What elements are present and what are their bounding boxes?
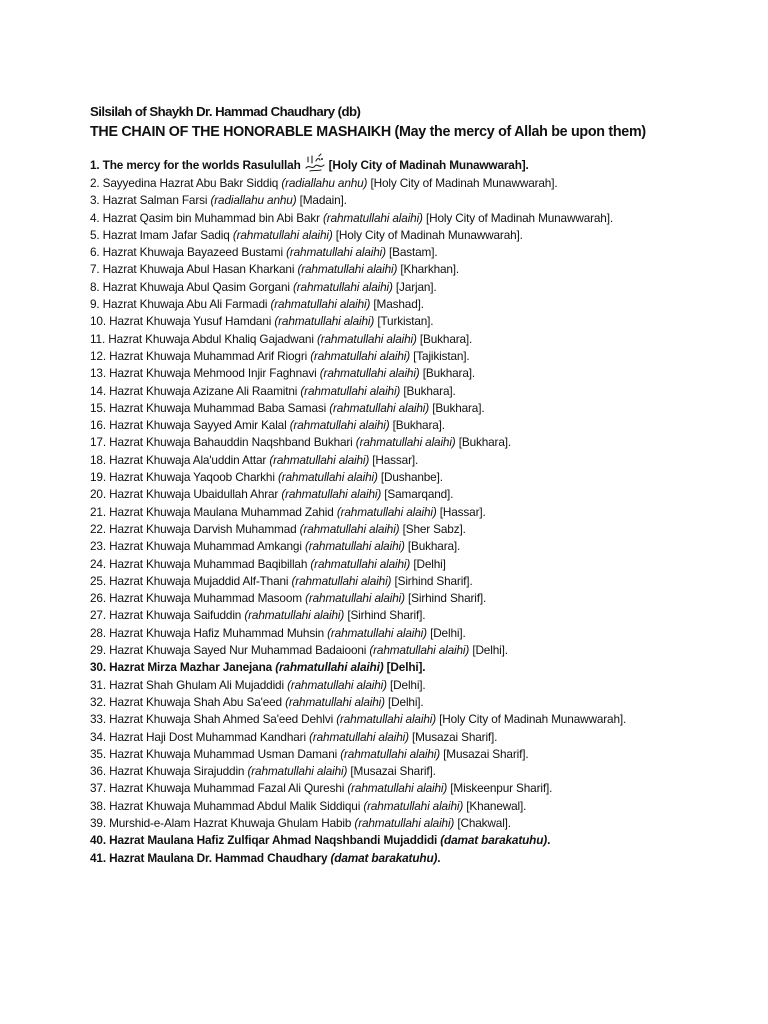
entry-honorific: (rahmatullahi alaihi)	[336, 504, 437, 519]
entry-name: 25. Hazrat Khuwaja Mujaddid Alf-Thani	[90, 573, 289, 588]
entry-place: [Samarqand].	[384, 487, 454, 502]
entry-name: 22. Hazrat Khuwaja Darvish Muhammad	[90, 521, 297, 536]
list-item	[90, 642, 750, 659]
entry-place: [Madain].	[299, 193, 347, 208]
entry-name: 5. Hazrat Imam Jafar Sadiq	[90, 227, 230, 242]
entry-honorific: (rahmatullahi alaihi)	[304, 539, 405, 554]
entry-name: 17. Hazrat Khuwaja Bahauddin Naqshband Bukhari	[90, 435, 353, 450]
entry-honorific: (rahmatullahi alaihi)	[323, 210, 423, 225]
entry-name: 4. Hazrat Qasim bin Muhammad bin Abi Bakr	[90, 210, 320, 225]
entry-honorific: (rahmatullahi alaihi)	[287, 677, 387, 692]
entry-name: 18. Hazrat Khuwaja Ala'uddin Attar	[90, 452, 267, 467]
list-item	[90, 452, 750, 469]
entry-name: 32. Hazrat Khuwaja Shah Abu Sa'eed	[90, 694, 282, 709]
entry-place: [Bukhara].	[403, 383, 456, 398]
entry-honorific: (rahmatullahi alaihi)	[292, 279, 393, 294]
list-item	[90, 469, 750, 486]
entry-name: 6. Hazrat Khuwaja Bayazeed Bustami	[90, 245, 283, 260]
entry-place: [Delhi]	[413, 556, 446, 571]
entry-name: 21. Hazrat Khuwaja Maulana Muhammad Zahid	[90, 504, 334, 519]
list-item	[90, 746, 750, 763]
entry-place: [Holy City of Madinah Munawwarah].	[328, 158, 529, 172]
entry-name: 20. Hazrat Khuwaja Ubaidullah Ahrar	[90, 487, 279, 502]
list-item	[90, 417, 750, 434]
entry-name: 33. Hazrat Khuwaja Shah Ahmed Sa'eed Dehlvi	[90, 712, 334, 727]
entry-name: 1. The mercy for the worlds Rasulullah	[90, 158, 301, 172]
document-title: Silsilah of Shaykh Dr. Hammad Chaudhary (db)	[90, 104, 361, 119]
entry-name: 34. Hazrat Haji Dost Muhammad Kandhari	[90, 729, 306, 744]
list-item	[90, 153, 750, 175]
list-item	[90, 383, 750, 400]
entry-place: [Bastam].	[389, 245, 438, 260]
entry-honorific: (rahmatullahi alaihi)	[319, 366, 420, 381]
entry-honorific: (rahmatullahi alaihi)	[269, 452, 370, 467]
list-item	[90, 780, 750, 797]
entry-honorific: (damat barakatuhu)	[440, 833, 548, 848]
entry-name: 27. Hazrat Khuwaja Saifuddin	[90, 608, 242, 623]
entry-place: [Bukhara].	[432, 400, 485, 415]
entry-place: [Kharkhan].	[400, 262, 460, 277]
list-item	[90, 625, 750, 642]
entry-name: 23. Hazrat Khuwaja Muhammad Amkangi	[90, 539, 302, 554]
entry-place: [Delhi].	[388, 694, 424, 709]
entry-honorific: (rahmatullahi alaihi)	[300, 383, 401, 398]
entry-name: 11. Hazrat Khuwaja Abdul Khaliq Gajadwani	[90, 331, 314, 346]
entry-honorific: (damat barakatuhu)	[330, 850, 438, 865]
entry-name: 26. Hazrat Khuwaja Muhammad Masoom	[90, 591, 302, 606]
entry-honorific: (rahmatullahi alaihi)	[289, 418, 390, 433]
entry-place: .	[547, 833, 551, 848]
list-item	[90, 590, 750, 607]
entry-name: 39. Murshid-e-Alam Hazrat Khuwaja Ghulam Habib	[90, 815, 352, 830]
list-item	[90, 175, 750, 192]
entry-name: 28. Hazrat Khuwaja Hafiz Muhammad Muhsin	[90, 625, 324, 640]
entry-name: 36. Hazrat Khuwaja Sirajuddin	[90, 764, 245, 779]
entry-place: [Sirhind Sharif].	[347, 608, 426, 623]
entry-place: [Hassar].	[372, 452, 419, 467]
entry-name: 12. Hazrat Khuwaja Muhammad Arif Riogri	[90, 348, 308, 363]
entry-place: [Bukhara].	[419, 331, 473, 346]
entry-name: 31. Hazrat Shah Ghulam Ali Mujaddidi	[90, 677, 284, 692]
list-item	[90, 798, 750, 815]
entry-honorific: (rahmatullahi alaihi)	[281, 487, 382, 502]
entry-place: [Holy City of Madinah Munawwarah].	[439, 712, 627, 727]
entry-place: [Delhi].	[472, 643, 508, 658]
entry-name: 24. Hazrat Khuwaja Muhammad Baqibillah	[90, 556, 308, 571]
entry-honorific: (rahmatullahi alaihi)	[286, 245, 386, 260]
list-item	[90, 556, 750, 573]
list-item	[90, 832, 750, 849]
entry-name: 15. Hazrat Khuwaja Muhammad Baba Samasi	[90, 400, 327, 415]
entry-name: 2. Sayyedina Hazrat Abu Bakr Siddiq	[90, 176, 279, 190]
entry-honorific: (rahmatullahi alaihi)	[244, 608, 345, 623]
entry-place: [Bukhara].	[392, 418, 445, 433]
entry-honorific: (rahmatullahi alaihi)	[277, 470, 378, 485]
list-item	[90, 607, 750, 624]
list-item	[90, 763, 750, 780]
entry-name: 8. Hazrat Khuwaja Abul Qasim Gorgani	[90, 279, 290, 294]
entry-honorific: (rahmatullahi alaihi)	[309, 729, 409, 744]
entry-place: [Dushanbe].	[380, 470, 443, 485]
entry-place: [Mashad].	[373, 297, 424, 312]
entry-honorific: (rahmatullahi alaihi)	[305, 591, 405, 606]
entry-honorific: (rahmatullahi alaihi)	[369, 643, 470, 658]
entry-honorific: (rahmatullahi alaihi)	[327, 625, 427, 640]
entry-honorific: (rahmatullahi alaihi)	[347, 781, 448, 796]
list-item	[90, 313, 750, 330]
list-item	[90, 521, 750, 538]
entry-name: 16. Hazrat Khuwaja Sayyed Amir Kalal	[90, 418, 287, 433]
list-item	[90, 296, 750, 313]
silsilah-list	[90, 153, 750, 867]
entry-honorific: (rahmatullahi alaihi)	[340, 746, 441, 761]
entry-honorific: (rahmatullahi alaihi)	[316, 331, 417, 346]
entry-name: 3. Hazrat Salman Farsi	[90, 193, 208, 208]
entry-honorific: (rahmatullahi alaihi)	[355, 435, 456, 450]
entry-name: 7. Hazrat Khuwaja Abul Hasan Kharkani	[90, 262, 295, 277]
entry-name: 30. Hazrat Mirza Mazhar Janejana	[90, 660, 273, 675]
entry-honorific: (rahmatullahi alaihi)	[297, 262, 398, 277]
entry-honorific: (rahmatullahi alaihi)	[363, 798, 464, 813]
entry-place: [Delhi].	[390, 677, 426, 692]
list-item	[90, 279, 750, 296]
entry-name: 14. Hazrat Khuwaja Azizane Ali Raamitni	[90, 383, 298, 398]
list-item	[90, 365, 750, 382]
list-item	[90, 434, 750, 451]
entry-name: 38. Hazrat Khuwaja Muhammad Abdul Malik Siddiqui	[90, 798, 361, 813]
document-subtitle: THE CHAIN OF THE HONORABLE MASHAIKH (May the mercy of Allah be upon them)	[90, 124, 646, 140]
entry-honorific: (rahmatullahi alaihi)	[275, 660, 384, 675]
entry-place: [Bukhara].	[422, 366, 475, 381]
entry-place: [Tajikistan].	[413, 348, 470, 363]
entry-name: 40. Hazrat Maulana Hafiz Zulfiqar Ahmad Naqshbandi Mujaddidi	[90, 833, 438, 848]
entry-place: [Sirhind Sharif].	[394, 573, 473, 588]
entry-place: [Bukhara].	[458, 435, 512, 450]
entry-name: 29. Hazrat Khuwaja Sayed Nur Muhammad Badaiooni	[90, 643, 367, 658]
list-item	[90, 244, 750, 261]
entry-place: [Delhi].	[430, 625, 466, 640]
entry-honorific: (rahmatullahi alaihi)	[270, 297, 371, 312]
entry-honorific: (rahmatullahi alaihi)	[274, 314, 375, 329]
entry-name: 41. Hazrat Maulana Dr. Hammad Chaudhary	[90, 850, 328, 865]
list-item	[90, 210, 750, 227]
entry-place: [Holy City of Madinah Munawwarah].	[425, 210, 613, 225]
entry-honorific: (radiallahu anhu)	[281, 176, 368, 190]
entry-place: [Sher Sabz].	[402, 521, 466, 536]
entry-honorific: (rahmatullahi alaihi)	[354, 815, 455, 830]
list-item	[90, 227, 750, 244]
entry-honorific: (rahmatullahi alaihi)	[336, 712, 436, 727]
arabic-calligraphy-icon	[304, 153, 326, 173]
entry-honorific: (radiallahu anhu)	[210, 193, 297, 208]
list-item	[90, 400, 750, 417]
entry-place: [Delhi].	[386, 660, 426, 675]
entry-place: [Holy City of Madinah Munawwarah].	[370, 176, 558, 190]
entry-honorific: (rahmatullahi alaihi)	[310, 556, 411, 571]
entry-name: 35. Hazrat Khuwaja Muhammad Usman Damani	[90, 746, 338, 761]
document-page	[90, 103, 750, 867]
entry-place: [Holy City of Madinah Munawwarah].	[335, 227, 523, 242]
entry-honorific: (rahmatullahi alaihi)	[232, 227, 333, 242]
entry-name: 37. Hazrat Khuwaja Muhammad Fazal Ali Qureshi	[90, 781, 345, 796]
list-item	[90, 192, 750, 209]
entry-name: 13. Hazrat Khuwaja Mehmood Injir Faghnavi	[90, 366, 317, 381]
list-item	[90, 348, 750, 365]
entry-place: [Khanewal].	[466, 798, 527, 813]
entry-place: [Sirhind Sharif].	[408, 591, 487, 606]
list-item	[90, 573, 750, 590]
list-item	[90, 677, 750, 694]
entry-name: 19. Hazrat Khuwaja Yaqoob Charkhi	[90, 470, 275, 485]
entry-place: [Musazai Sharif].	[443, 746, 529, 761]
entry-place: .	[437, 850, 441, 865]
entry-place: [Miskeenpur Sharif].	[450, 781, 553, 796]
list-item	[90, 694, 750, 711]
entry-honorific: (rahmatullahi alaihi)	[299, 521, 400, 536]
entry-place: [Turkistan].	[377, 314, 434, 329]
list-item	[90, 331, 750, 348]
entry-name: 9. Hazrat Khuwaja Abu Ali Farmadi	[90, 297, 268, 312]
list-item	[90, 504, 750, 521]
list-item	[90, 659, 750, 676]
entry-honorific: (rahmatullahi alaihi)	[329, 400, 430, 415]
list-item	[90, 261, 750, 278]
list-item	[90, 486, 750, 503]
entry-place: [Bukhara].	[407, 539, 461, 554]
entry-place: [Chakwal].	[457, 815, 511, 830]
list-item	[90, 711, 750, 728]
entry-honorific: (rahmatullahi alaihi)	[291, 573, 392, 588]
entry-place: [Musazai Sharif].	[350, 764, 436, 779]
list-item	[90, 538, 750, 555]
entry-name: 10. Hazrat Khuwaja Yusuf Hamdani	[90, 314, 272, 329]
list-item	[90, 815, 750, 832]
entry-honorific: (rahmatullahi alaihi)	[310, 348, 411, 363]
list-item	[90, 729, 750, 746]
entry-honorific: (rahmatullahi alaihi)	[285, 694, 385, 709]
entry-place: [Hassar].	[439, 504, 486, 519]
entry-place: [Jarjan].	[395, 279, 437, 294]
entry-place: [Musazai Sharif].	[412, 729, 498, 744]
list-item	[90, 850, 750, 867]
entry-honorific: (rahmatullahi alaihi)	[247, 764, 348, 779]
